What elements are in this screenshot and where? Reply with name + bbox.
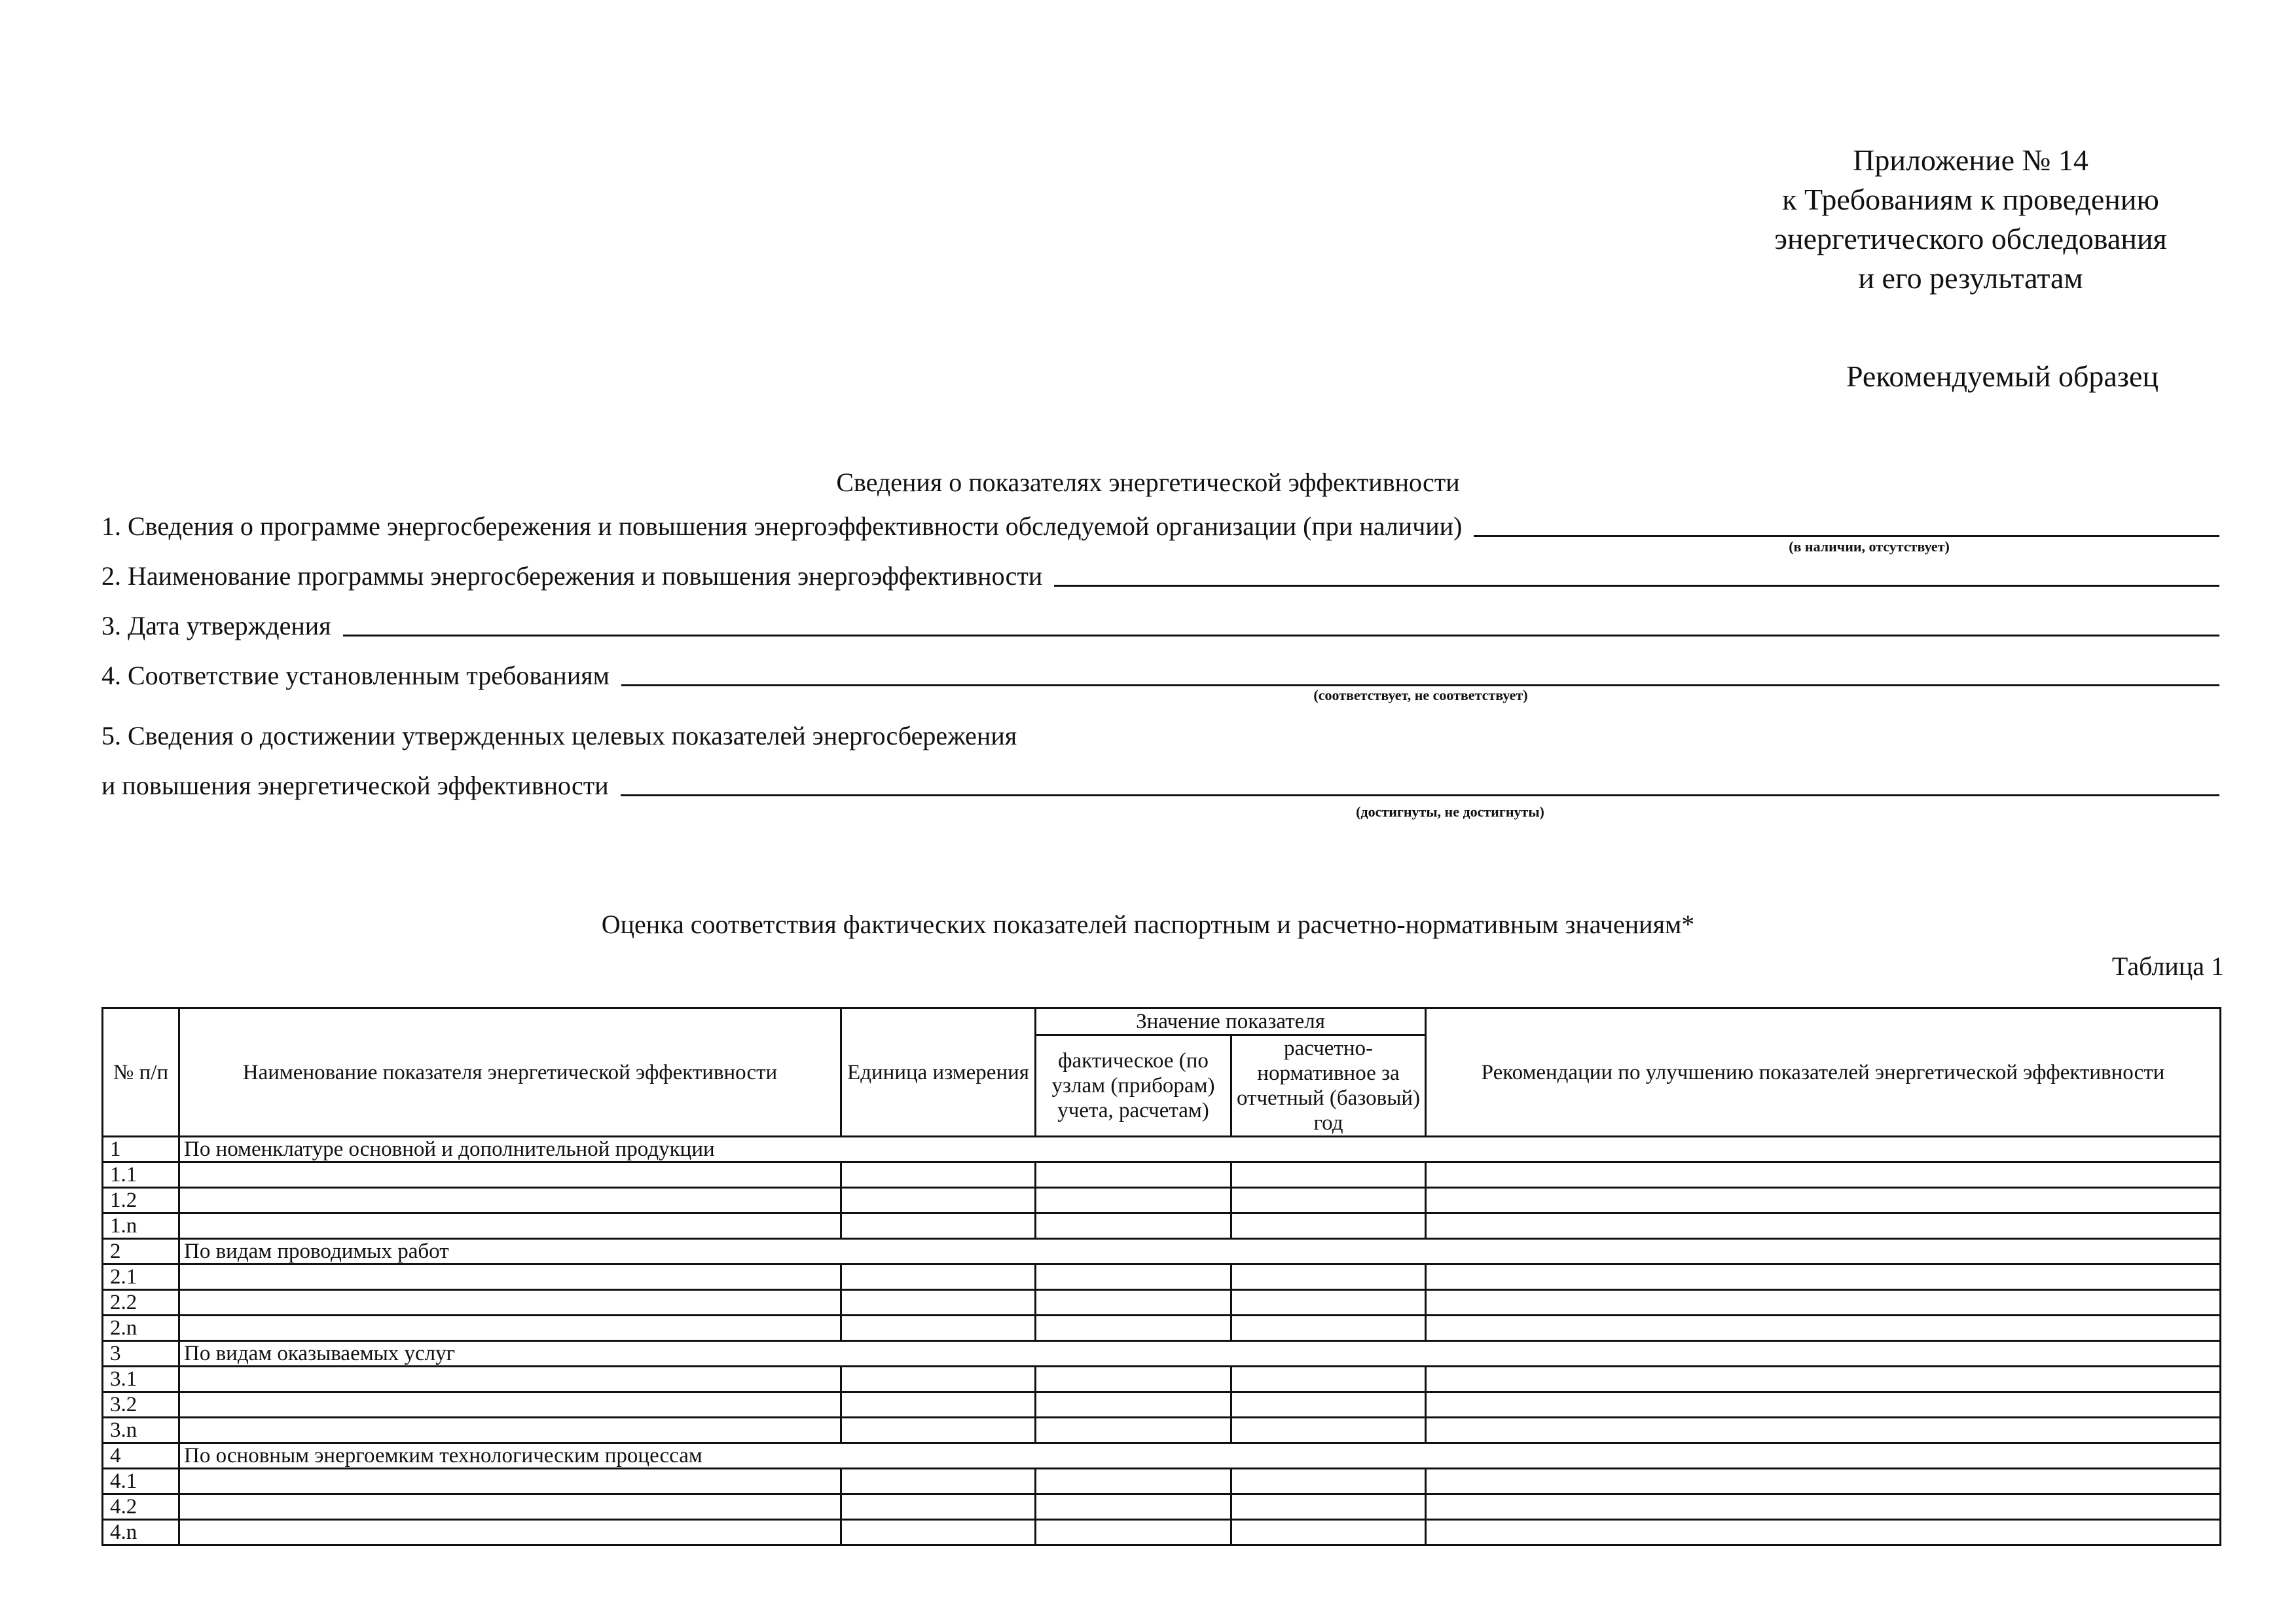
row-number: 3.n [103,1418,179,1443]
unit-cell[interactable] [841,1367,1036,1392]
row-number: 4.2 [103,1494,179,1520]
table-row [103,1494,2221,1520]
table-label: Таблица 1 [2111,951,2224,981]
table-row [103,1367,2221,1392]
table-row [103,1418,2221,1443]
table-row [103,1264,2221,1290]
header-unit: Единица измерения [841,1008,1036,1137]
row-number: 3.1 [103,1367,179,1392]
normative-cell[interactable] [1231,1188,1426,1213]
actual-cell[interactable] [1036,1316,1231,1341]
name-cell[interactable] [179,1316,841,1341]
field-approval-date-label: 3. Дата утверждения [101,611,331,640]
recommendation-cell[interactable] [1426,1494,2221,1520]
section-number: 3 [103,1341,179,1367]
section-title: По видам оказываемых услуг [179,1341,2221,1367]
table-row [103,1188,2221,1213]
normative-cell[interactable] [1231,1316,1426,1341]
table-row [103,1162,2221,1188]
section-title: По видам проводимых работ [179,1239,2221,1264]
table-row [103,1469,2221,1494]
recommendation-cell[interactable] [1426,1264,2221,1290]
table-body [103,1137,2221,1545]
actual-cell[interactable] [1036,1213,1231,1239]
recommendation-cell[interactable] [1426,1316,2221,1341]
unit-cell[interactable] [841,1162,1036,1188]
actual-cell[interactable] [1036,1162,1231,1188]
normative-cell[interactable] [1231,1162,1426,1188]
indicators-table [101,1007,2221,1546]
appendix-line-4: и его результатам [1858,261,2083,295]
unit-cell[interactable] [841,1264,1036,1290]
name-cell[interactable] [179,1213,841,1239]
field-approval-date-line[interactable] [343,627,2219,637]
normative-cell[interactable] [1231,1213,1426,1239]
field-program-name-label: 2. Наименование программы энергосбережения и повышения энергоэффективности [101,561,1043,591]
actual-cell[interactable] [1036,1418,1231,1443]
recommendation-cell[interactable] [1426,1188,2221,1213]
section-title: По номенклатуре основной и дополнительной продукции [179,1137,2221,1162]
actual-cell[interactable] [1036,1494,1231,1520]
recommendation-cell[interactable] [1426,1367,2221,1392]
name-cell[interactable] [179,1367,841,1392]
table-section-row [103,1239,2221,1264]
recommendation-cell[interactable] [1426,1469,2221,1494]
normative-cell[interactable] [1231,1469,1426,1494]
unit-cell[interactable] [841,1520,1036,1545]
field-targets-hint: (достигнуты, не достигнуты) [1356,803,1544,820]
field-program-name[interactable] [101,558,2219,591]
table-section-row [103,1137,2221,1162]
header-value-group: Значение показателя [1036,1008,1426,1035]
table-row [103,1392,2221,1418]
field-targets-line-1: 5. Сведения о достижении утвержденных целевых показателей энергосбережения [101,721,1017,750]
form-title: Сведения о показателях энергетической эффективности [836,468,1460,497]
header-recommendations: Рекомендации по улучшению показателей энергетической эффективности [1426,1008,2221,1137]
row-number: 1.n [103,1213,179,1239]
section-number: 1 [103,1137,179,1162]
field-program-info-line[interactable] [1474,527,2219,537]
table-row [103,1290,2221,1316]
name-cell[interactable] [179,1392,841,1418]
recommendation-cell[interactable] [1426,1290,2221,1316]
table-row [103,1213,2221,1239]
name-cell[interactable] [179,1290,841,1316]
normative-cell[interactable] [1231,1520,1426,1545]
recommendation-cell[interactable] [1426,1162,2221,1188]
section-number: 2 [103,1239,179,1264]
unit-cell[interactable] [841,1213,1036,1239]
name-cell[interactable] [179,1418,841,1443]
row-number: 2.2 [103,1290,179,1316]
row-number: 2.1 [103,1264,179,1290]
sample-label: Рекомендуемый образец [1846,360,2159,393]
actual-cell[interactable] [1036,1520,1231,1545]
row-number: 2.n [103,1316,179,1341]
appendix-number: Приложение № 14 [1853,143,2088,177]
field-program-info-label: 1. Сведения о программе энергосбережения и повышения энергоэффективности обследуемой организации (при наличии) [101,511,1463,541]
recommendation-cell[interactable] [1426,1213,2221,1239]
actual-cell[interactable] [1036,1290,1231,1316]
section-title: По основным энергоемким технологическим процессам [179,1443,2221,1469]
row-number: 4.n [103,1520,179,1545]
unit-cell[interactable] [841,1494,1036,1520]
header-normative: расчетно-нормативное за отчетный (базовый) год [1231,1035,1426,1137]
name-cell[interactable] [179,1494,841,1520]
field-program-info[interactable] [101,508,2219,541]
field-compliance-hint: (соответствует, не соответствует) [1313,687,1528,703]
appendix-header [1702,141,2239,298]
actual-cell[interactable] [1036,1469,1231,1494]
field-program-info-hint: (в наличии, отсутствует) [1789,538,1950,555]
actual-cell[interactable] [1036,1392,1231,1418]
name-cell[interactable] [179,1162,841,1188]
field-program-name-line[interactable] [1054,577,2219,587]
table-row [103,1316,2221,1341]
header-num: № п/п [103,1008,179,1137]
appendix-line-2: к Требованиям к проведению [1782,183,2159,216]
unit-cell[interactable] [841,1316,1036,1341]
normative-cell[interactable] [1231,1367,1426,1392]
header-actual: фактическое (по узлам (приборам) учета, расчетам) [1036,1035,1231,1137]
unit-cell[interactable] [841,1418,1036,1443]
normative-cell[interactable] [1231,1418,1426,1443]
actual-cell[interactable] [1036,1264,1231,1290]
name-cell[interactable] [179,1188,841,1213]
normative-cell[interactable] [1231,1290,1426,1316]
actual-cell[interactable] [1036,1188,1231,1213]
table-section-row [103,1443,2221,1469]
field-targets-label: и повышения энергетической эффективности [101,771,609,800]
normative-cell[interactable] [1231,1392,1426,1418]
field-compliance[interactable] [101,657,2219,690]
row-number: 1.1 [103,1162,179,1188]
table-section-row [103,1341,2221,1367]
recommendation-cell[interactable] [1426,1392,2221,1418]
recommendation-cell[interactable] [1426,1418,2221,1443]
name-cell[interactable] [179,1264,841,1290]
row-number: 3.2 [103,1392,179,1418]
recommendation-cell[interactable] [1426,1520,2221,1545]
row-number: 4.1 [103,1469,179,1494]
field-compliance-line[interactable] [621,676,2219,686]
section-number: 4 [103,1443,179,1469]
actual-cell[interactable] [1036,1367,1231,1392]
row-number: 1.2 [103,1188,179,1213]
appendix-line-3: энергетического обследования [1774,222,2167,255]
name-cell[interactable] [179,1520,841,1545]
field-approval-date[interactable] [101,608,2219,640]
unit-cell[interactable] [841,1392,1036,1418]
unit-cell[interactable] [841,1290,1036,1316]
table-row [103,1520,2221,1545]
normative-cell[interactable] [1231,1264,1426,1290]
unit-cell[interactable] [841,1469,1036,1494]
name-cell[interactable] [179,1469,841,1494]
unit-cell[interactable] [841,1188,1036,1213]
evaluation-title: Оценка соответствия фактических показателей паспортным и расчетно-нормативным значениям* [601,910,1695,939]
field-compliance-label: 4. Соответствие установленным требованиям [101,661,610,690]
field-targets[interactable] [101,767,2219,800]
field-targets-line[interactable] [621,786,2219,796]
header-name: Наименование показателя энергетической эффективности [179,1008,841,1137]
normative-cell[interactable] [1231,1494,1426,1520]
